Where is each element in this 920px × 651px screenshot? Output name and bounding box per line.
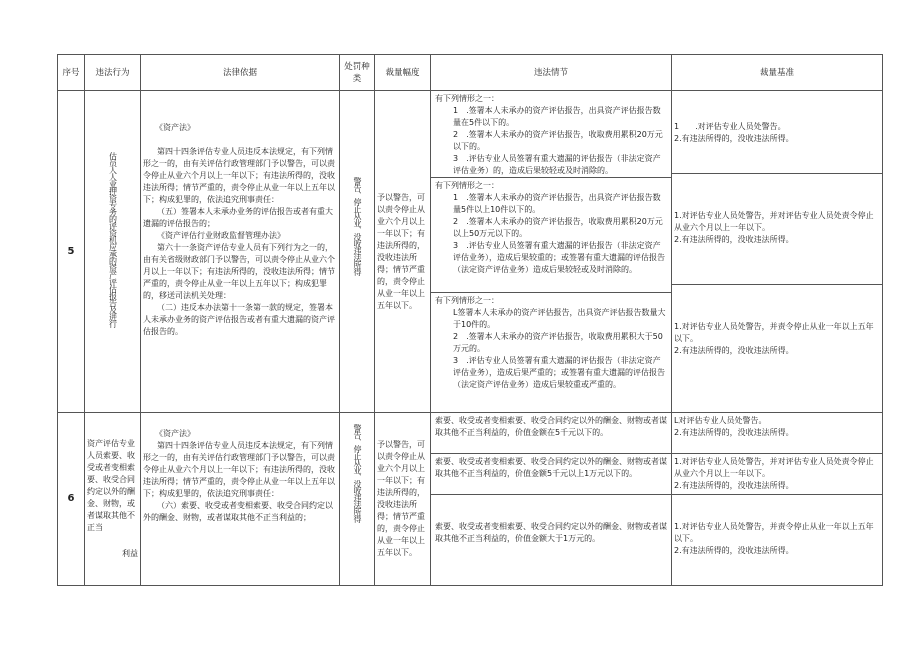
circumstance-level-3 — [431, 495, 671, 580]
circumstance-item: 3 .评估专业人员签署有重大遗漏的评估报告（非法定资产评估业务），造成后果严重的；或签署有重大遗漏的评估报告（法定资产评估业务）造成后果较重或严重的。 — [453, 356, 665, 389]
standard-level-3 — [672, 285, 882, 397]
circumstance-item: 3 .评估专业人员签署有重大遗漏的评估报告（非法定资产评估业务）的，造成后果较轻或及时消除的。 — [453, 154, 661, 175]
law-article-item: （六）索要、收受或者变相索要、收受合同约定以外的酬金、财物，或者谋取其他不正当利益的； — [143, 501, 333, 522]
row-index: 5 — [58, 91, 85, 413]
standard-cell — [672, 91, 883, 413]
penalty-discretion-table — [57, 54, 883, 586]
legal-basis-cell — [141, 413, 340, 586]
standard-item: 2.有违法所得的，没收违法所得。 — [674, 346, 794, 355]
circumstance-item: 索要、收受或者变相索要、收受合同约定以外的酬金、财物或者谋取其他不正当利益的，价值金额在5千元以下的。 — [435, 416, 667, 437]
standard-level-3 — [672, 495, 882, 580]
standard-item: 2.有违法所得的，没收违法所得。 — [674, 235, 794, 244]
circumstance-level-1 — [431, 91, 671, 178]
header-index: 序号 — [58, 55, 85, 91]
standard-item: 1.对评估专业人员处警告，并对评估专业人员处责令停止从业六个月以上一年以下。 — [674, 457, 874, 478]
penalty-type-cell — [340, 91, 375, 413]
discretion-range-cell — [375, 91, 431, 413]
law-article: 第四十四条评估专业人员违反本法规定，有下列情形之一的，由有关评估行政管理部门予以警告，可以责令停止从业六个月以上一年以下；有违法所得的，没收违法所得；情节严重的，责令停止从业一年以上五年以下；构成犯罪的，依法追究刑事责任： — [143, 147, 335, 204]
law-source-title: 《资产法》 — [155, 429, 195, 438]
circumstance-lead: 有下列情形之一： — [435, 94, 499, 103]
legal-basis-cell — [141, 91, 340, 413]
circumstances-cell — [431, 91, 672, 413]
regulation-article-item: （二）违反本办法第十一条第一款的规定，签署本人未承办业务的资产评估报告或者有重大遗漏的资产评估报告的。 — [143, 303, 335, 336]
penalty-type-cell — [340, 413, 375, 586]
law-article-item: （五）签署本人未承办业务的评估报告或者有重大遗漏的评估报告的； — [143, 207, 333, 228]
table-header-row — [58, 55, 883, 91]
regulation-title: 《资产评估行业财政监督管理办法》 — [157, 231, 285, 240]
violation-cell — [85, 413, 141, 586]
law-source-title: 《资产法》 — [155, 123, 195, 132]
standard-level-1 — [672, 413, 882, 454]
discretion-range-text: 予以警告，可以责令停止从业六个月以上一年以下；有违法所得的，没收违法所得；情节严重的，责令停止从业一年以上五年以下。 — [377, 192, 425, 310]
discretion-range-cell — [375, 413, 431, 586]
header-penalty-type: 处罚种类 — [340, 55, 375, 91]
violation-text: 估员人人业押资专务的评资机应承的资产评估报告及进行 — [108, 151, 118, 327]
penalty-type-text: 警告、停止从业、没收违法所得 — [353, 424, 362, 522]
standard-item: 1 .对评估专业人员处警告。 — [674, 122, 786, 131]
circumstance-item: 2 .签署本人未承办的资产评估报告，收取费用累积大于50万元的。 — [453, 332, 663, 353]
circumstance-item: 索要、收受或者变相索要、收受合同约定以外的酬金、财物或者谋取其他不正当利益的，价值金额大于1万元的。 — [435, 522, 667, 543]
violation-text: 资产评估专业人员索要、收受或者变相索要、收受合同约定以外的酬金、财物，或者谋取其他不正当 — [87, 439, 135, 532]
row-index: 6 — [58, 413, 85, 586]
circumstance-item: 1 .签署本人未承办的资产评估报告，出具资产评估报告数量5件以上10件以下的。 — [453, 193, 661, 214]
standard-item: 2.有违法所得的，没收违法所得。 — [674, 546, 794, 555]
circumstance-level-2 — [431, 178, 671, 293]
penalty-type-text: 警告、停止从业、没收违法所得 — [353, 176, 362, 275]
standard-item: 1.对评估专业人员处警告，并责令停止从业一年以上五年以下。 — [674, 522, 874, 543]
standard-cell — [672, 413, 883, 586]
circumstance-level-3 — [431, 293, 671, 408]
standard-item: 2.有违法所得的，没收违法所得。 — [674, 134, 794, 143]
standard-level-2 — [672, 454, 882, 495]
circumstance-level-2 — [431, 454, 671, 495]
circumstance-item: 3 .评估专业人员签署有重大遗漏的评估报告（非法定资产评估业务），造成后果较重的；或签署有重大遗漏的评估报告（法定资产评估业务）造成后果较轻或及时消除的。 — [453, 241, 665, 274]
violation-text-tail: 利益 — [122, 549, 138, 558]
table-row — [58, 91, 883, 413]
law-article: 第四十四条评估专业人员违反本法规定，有下列情形之一的，由有关评估行政管理部门予以警告，可以责令停止从业六个月以上一年以下；有违法所得的，没收违法所得；情节严重的，责令停止从业一年以上五年以下；构成犯罪的，依法追究刑事责任： — [143, 441, 335, 498]
circumstance-lead: 有下列情形之一： — [435, 181, 499, 190]
standard-item: 2.有违法所得的，没收违法所得。 — [674, 428, 794, 437]
regulation-article: 第六十一条资产评估专业人员有下列行为之一的，由有关省级财政部门予以警告，可以责令停止从业六个月以上一年以下；有违法所得的，没收违法所得；情节严重的，责令停止从业一年以上五年以下；构成犯罪的，移送司法机关处理： — [143, 243, 335, 300]
standard-item: L对评估专业人员处警告。 — [674, 416, 767, 425]
header-discretion-range: 裁量幅度 — [375, 55, 431, 91]
standard-item: 1.对评估专业人员处警告，并责令停止从业一年以上五年以下。 — [674, 322, 874, 343]
header-circumstances: 违法情节 — [431, 55, 672, 91]
circumstances-cell — [431, 413, 672, 586]
discretion-range-text: 予以警告，可以责令停止从业六个月以上一年以下；有违法所得的，没收违法所得；情节严重的，责令停止从业一年以上五年以下。 — [377, 440, 425, 557]
circumstance-item: 1 .签署本人未承办的资产评估报告，出具资产评估报告数量在5件以下的。 — [453, 106, 661, 127]
circumstance-item: 2 .签署本人未承办的资产评估报告，收取费用累积20万元以上50万元以下的。 — [453, 217, 663, 238]
standard-level-2 — [672, 174, 882, 285]
standard-item: 1.对评估专业人员处警告，并对评估专业人员处责令停止从业六个月以上一年以下。 — [674, 211, 874, 232]
circumstance-item: 索要、收受或者变相索要、收受合同约定以外的酬金、财物或者谋取其他不正当利益的，价值金额5千元以上1万元以下的。 — [435, 457, 667, 478]
standard-level-1 — [672, 91, 882, 174]
table-row — [58, 413, 883, 586]
circumstance-level-1 — [431, 413, 671, 454]
header-legal-basis: 法律依据 — [141, 55, 340, 91]
violation-cell — [85, 91, 141, 413]
circumstance-item: 2 .签署本人未承办的资产评估报告，收取费用累积20万元以下的。 — [453, 130, 663, 151]
circumstance-item: L签署本人未承办的资产评估报告，出具资产评估报告数量大于10件的。 — [453, 308, 666, 329]
header-standard: 裁量基准 — [672, 55, 883, 91]
standard-item: 2.有违法所得的，没收违法所得。 — [674, 481, 794, 490]
circumstance-lead: 有下列情形之一： — [435, 296, 499, 305]
header-violation: 违法行为 — [85, 55, 141, 91]
